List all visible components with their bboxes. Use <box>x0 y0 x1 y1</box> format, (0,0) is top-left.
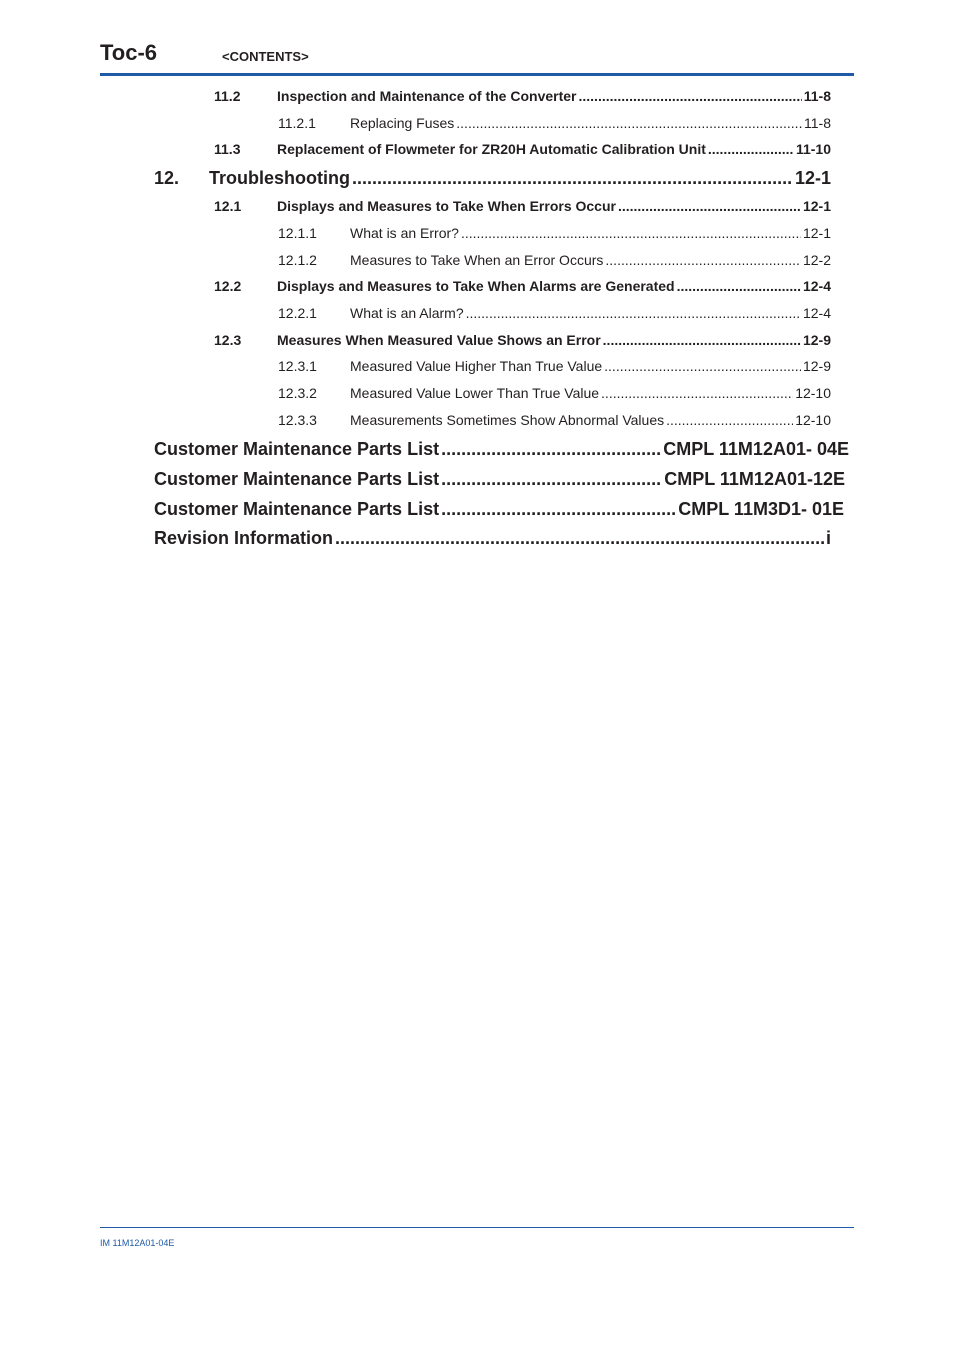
toc-entry-page: 12-4 <box>802 278 831 294</box>
toc-entry-page: 11-10 <box>795 141 831 157</box>
toc-entry-11-2[interactable] <box>214 88 831 104</box>
toc-entry-number: 12.3 <box>214 332 242 348</box>
toc-entry-number: 12.1.2 <box>278 252 317 268</box>
toc-entry-title: Replacing Fuses <box>350 115 455 131</box>
toc-entry-page: i <box>825 528 831 548</box>
toc-entry-page: CMPL 11M12A01-12E <box>664 469 845 489</box>
toc-leader-dots <box>456 115 802 131</box>
toc-entry-title: Measured Value Lower Than True Value <box>350 385 600 401</box>
toc-entry-page: 12-1 <box>794 168 831 188</box>
toc-leader-dots <box>605 252 801 268</box>
toc-entry-title: What is an Error? <box>350 225 459 241</box>
toc-entry-cmpl-12e[interactable] <box>154 469 845 490</box>
toc-entry-11-3[interactable] <box>214 141 831 157</box>
toc-entry-title: Measures When Measured Value Shows an Error <box>277 332 601 348</box>
toc-entry-title: Revision Information <box>154 528 334 548</box>
toc-leader-dots <box>604 358 801 374</box>
toc-leader-dots <box>441 439 661 460</box>
toc-entry-title: Customer Maintenance Parts List <box>154 469 440 489</box>
toc-entry-number: 11.2.1 <box>278 115 316 131</box>
toc-entry-title: Customer Maintenance Parts List <box>154 439 440 459</box>
toc-entry-title: Inspection and Maintenance of the Converter <box>277 88 577 104</box>
toc-leader-dots <box>466 305 801 321</box>
toc-entry-title: Replacement of Flowmeter for ZR20H Automatic Calibration Unit <box>277 141 706 157</box>
toc-entry-title: Displays and Measures to Take When Errors Occur <box>277 198 616 214</box>
toc-leader-dots <box>618 198 801 214</box>
toc-entry-page: 12-2 <box>802 252 831 268</box>
toc-leader-dots <box>335 528 824 549</box>
toc-entry-revision-information[interactable] <box>154 528 831 549</box>
section-label: <CONTENTS> <box>222 49 309 64</box>
toc-entry-page: 12-1 <box>802 225 831 241</box>
document-number: IM 11M12A01-04E <box>100 1238 175 1248</box>
toc-entry-title: Customer Maintenance Parts List <box>154 499 440 519</box>
toc-entry-page: CMPL 11M12A01- 04E <box>663 439 849 459</box>
toc-leader-dots <box>708 141 794 157</box>
toc-entry-12-2[interactable] <box>214 278 831 294</box>
toc-entry-page: 12-10 <box>795 385 831 401</box>
toc-leader-dots <box>677 278 801 294</box>
header-divider <box>100 73 854 76</box>
toc-entry-number: 12. <box>154 168 180 188</box>
toc-leader-dots <box>579 88 802 104</box>
toc-entry-12[interactable] <box>154 168 831 189</box>
toc-entry-12-3-3[interactable] <box>278 412 831 428</box>
toc-entry-page: 11-8 <box>804 115 831 131</box>
toc-entry-number: 11.2 <box>214 88 241 104</box>
toc-leader-dots <box>461 225 801 241</box>
page-title: Toc-6 <box>100 40 158 65</box>
toc-entry-12-1-1[interactable] <box>278 225 831 241</box>
toc-entry-cmpl-3d1[interactable] <box>154 499 844 520</box>
toc-entry-cmpl-04e[interactable] <box>154 439 849 460</box>
toc-entry-page: 12-10 <box>795 412 831 428</box>
toc-entry-12-1[interactable] <box>214 198 831 214</box>
toc-entry-number: 11.3 <box>214 141 241 157</box>
toc-entry-page: 12-4 <box>802 305 831 321</box>
toc-leader-dots <box>666 412 793 428</box>
toc-entry-12-3-1[interactable] <box>278 358 831 374</box>
toc-entry-12-3-2[interactable] <box>278 385 831 401</box>
toc-entry-number: 12.3.2 <box>278 385 317 401</box>
toc-entry-title: What is an Alarm? <box>350 305 464 321</box>
toc-entry-page: 12-9 <box>802 332 831 348</box>
toc-leader-dots <box>441 469 662 490</box>
toc-entry-11-2-1[interactable] <box>278 115 831 131</box>
toc-entry-title: Measures to Take When an Error Occurs <box>350 252 604 268</box>
toc-entry-number: 12.1.1 <box>278 225 317 241</box>
toc-leader-dots <box>603 332 801 348</box>
toc-entry-title: Displays and Measures to Take When Alarms are Generated <box>277 278 675 294</box>
toc-entry-number: 12.1 <box>214 198 242 214</box>
toc-leader-dots <box>601 385 793 401</box>
toc-leader-dots <box>441 499 676 520</box>
toc-entry-page: 12-1 <box>802 198 831 214</box>
toc-entry-number: 12.2.1 <box>278 305 317 321</box>
toc-entry-12-2-1[interactable] <box>278 305 831 321</box>
toc-entry-page: CMPL 11M3D1- 01E <box>678 499 844 519</box>
toc-entry-number: 12.3.1 <box>278 358 317 374</box>
toc-entry-title: Troubleshooting <box>209 168 350 188</box>
footer-divider <box>100 1227 854 1228</box>
toc-entry-12-1-2[interactable] <box>278 252 831 268</box>
toc-entry-12-3[interactable] <box>214 332 831 348</box>
toc-entry-title: Measurements Sometimes Show Abnormal Values <box>350 412 665 428</box>
toc-entry-page: 11-8 <box>803 88 831 104</box>
toc-leader-dots <box>352 168 793 189</box>
toc-entry-title: Measured Value Higher Than True Value <box>350 358 603 374</box>
toc-entry-number: 12.2 <box>214 278 242 294</box>
toc-entry-page: 12-9 <box>802 358 831 374</box>
toc-entry-number: 12.3.3 <box>278 412 317 428</box>
